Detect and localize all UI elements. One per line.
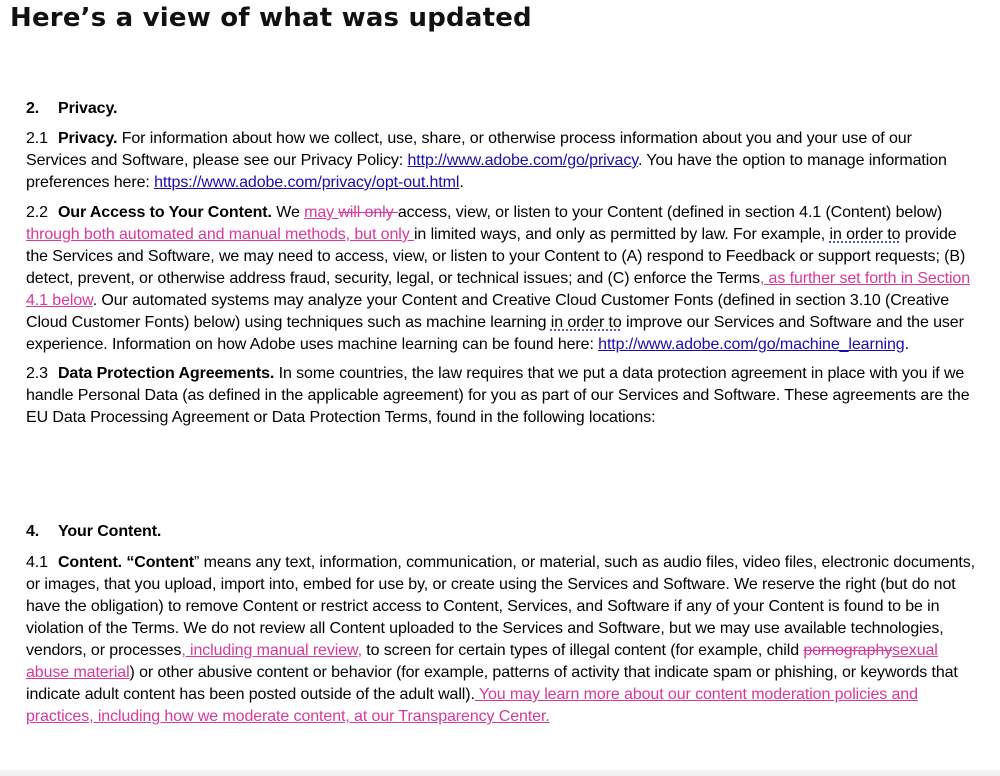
paragraph-text: In some countries, the law requires that we put a data protection agreement in place with you if we handle Personal Data (as defined in the applicable agreement) for you as part of our Services and Software. These agreements are the EU Data Processing Agreement or Data Protection Terms, found in the following locations: [26,365,970,426]
section-title: Your Content. [58,523,162,540]
section-title: Privacy. [58,100,118,117]
paragraph-text: For information about how we collect, use, share, or otherwise process information about you and your use of our Services and Software, please see our Privacy Policy: [26,130,912,169]
inserted-text: , including manual review, [181,642,362,659]
paragraph-text: We [271,204,305,221]
deleted-text: will only [338,204,398,221]
inserted-text: sexual abuse material [26,642,938,681]
paragraph-heading: Content. “Content [57,554,195,571]
privacy-policy-link[interactable]: http://www.adobe.com/go/privacy [407,152,638,169]
paragraph-text: . [904,336,909,353]
section-number: 4. [26,523,40,540]
paragraph-text: in limited ways, and only as permitted by law. For example, [413,226,830,243]
inserted-text: You may learn more about our content moderation policies and practices, including how we moderate content, at our Transparency Center. [26,686,918,725]
deleted-text: pornography [803,642,893,659]
paragraph-text: ” means any text, information, communication, or material, such as audio files, video files, electronic documents, or images, that you upload, import into, embed for use by, or create using the Services and Software. We reserve the right (but do not have the obligation) to remove Content or restrict access to Content, Services, and Software if any of your Content is found to be in violation of the Terms. We do not review all Content uploaded to the Services and Software, but we may use available technologies, vendors, or processes [26,554,975,659]
paragraph-text: ) or other abusive content or behavior (for example, patterns of activity that indicate spam or phishing, or keywords that indicate adult content has been posted outside of the adult wall). [26,664,958,703]
inserted-text: , as further set forth in Section 4.1 below [26,270,970,309]
paragraph-number: 2.1 [26,130,48,147]
page-title: Here’s a view of what was updated [10,3,532,33]
flagged-phrase: in order to [550,314,622,331]
section-2-heading [26,98,976,120]
paragraph-number: 2.3 [26,365,48,382]
paragraph-heading: Data Protection Agreements. [57,365,275,382]
paragraph-number: 2.2 [26,204,48,221]
paragraph-heading: Privacy. [57,130,118,147]
document-body [26,98,976,728]
paragraph-4-1 [26,552,976,728]
paragraph-text: improve our Services and Software and the user experience. Information on how Adobe uses machine learning can be found here: [26,314,964,353]
inserted-text: through both automated and manual methods, but only [26,226,414,243]
section-4-heading [26,521,976,543]
paragraph-2-1 [26,128,976,194]
page-bottom-edge [0,770,1000,776]
paragraph-2-2 [26,202,976,356]
opt-out-link[interactable]: https://www.adobe.com/privacy/opt-out.html [154,174,460,191]
machine-learning-link[interactable]: http://www.adobe.com/go/machine_learning [598,336,905,353]
paragraph-heading: Our Access to Your Content. [57,204,272,221]
inserted-text: may [304,204,339,221]
paragraph-2-3 [26,363,976,429]
paragraph-text: . Our automated systems may analyze your Content and Creative Cloud Customer Fonts (defined in section 3.10 (Creative Cloud Customer Fonts) below) using techniques such as machine learning [26,292,949,331]
flagged-phrase: in order to [829,226,901,243]
paragraph-text: . [459,174,464,191]
section-number: 2. [26,100,40,117]
paragraph-text: . You have the option to manage information preferences here: [26,152,947,191]
paragraph-text: provide the Services and Software, we may need to access, view, or listen to your Content to (A) respond to Feedback or support requests; (B) detect, prevent, or otherwise address fraud, security, legal, or technical issues; and (C) enforce the Terms [26,226,966,287]
paragraph-text: access, view, or listen to your Content (defined in section 4.1 (Content) below) [397,204,943,221]
paragraph-number: 4.1 [26,554,48,571]
paragraph-text: to screen for certain types of illegal content (for example, child [361,642,804,659]
